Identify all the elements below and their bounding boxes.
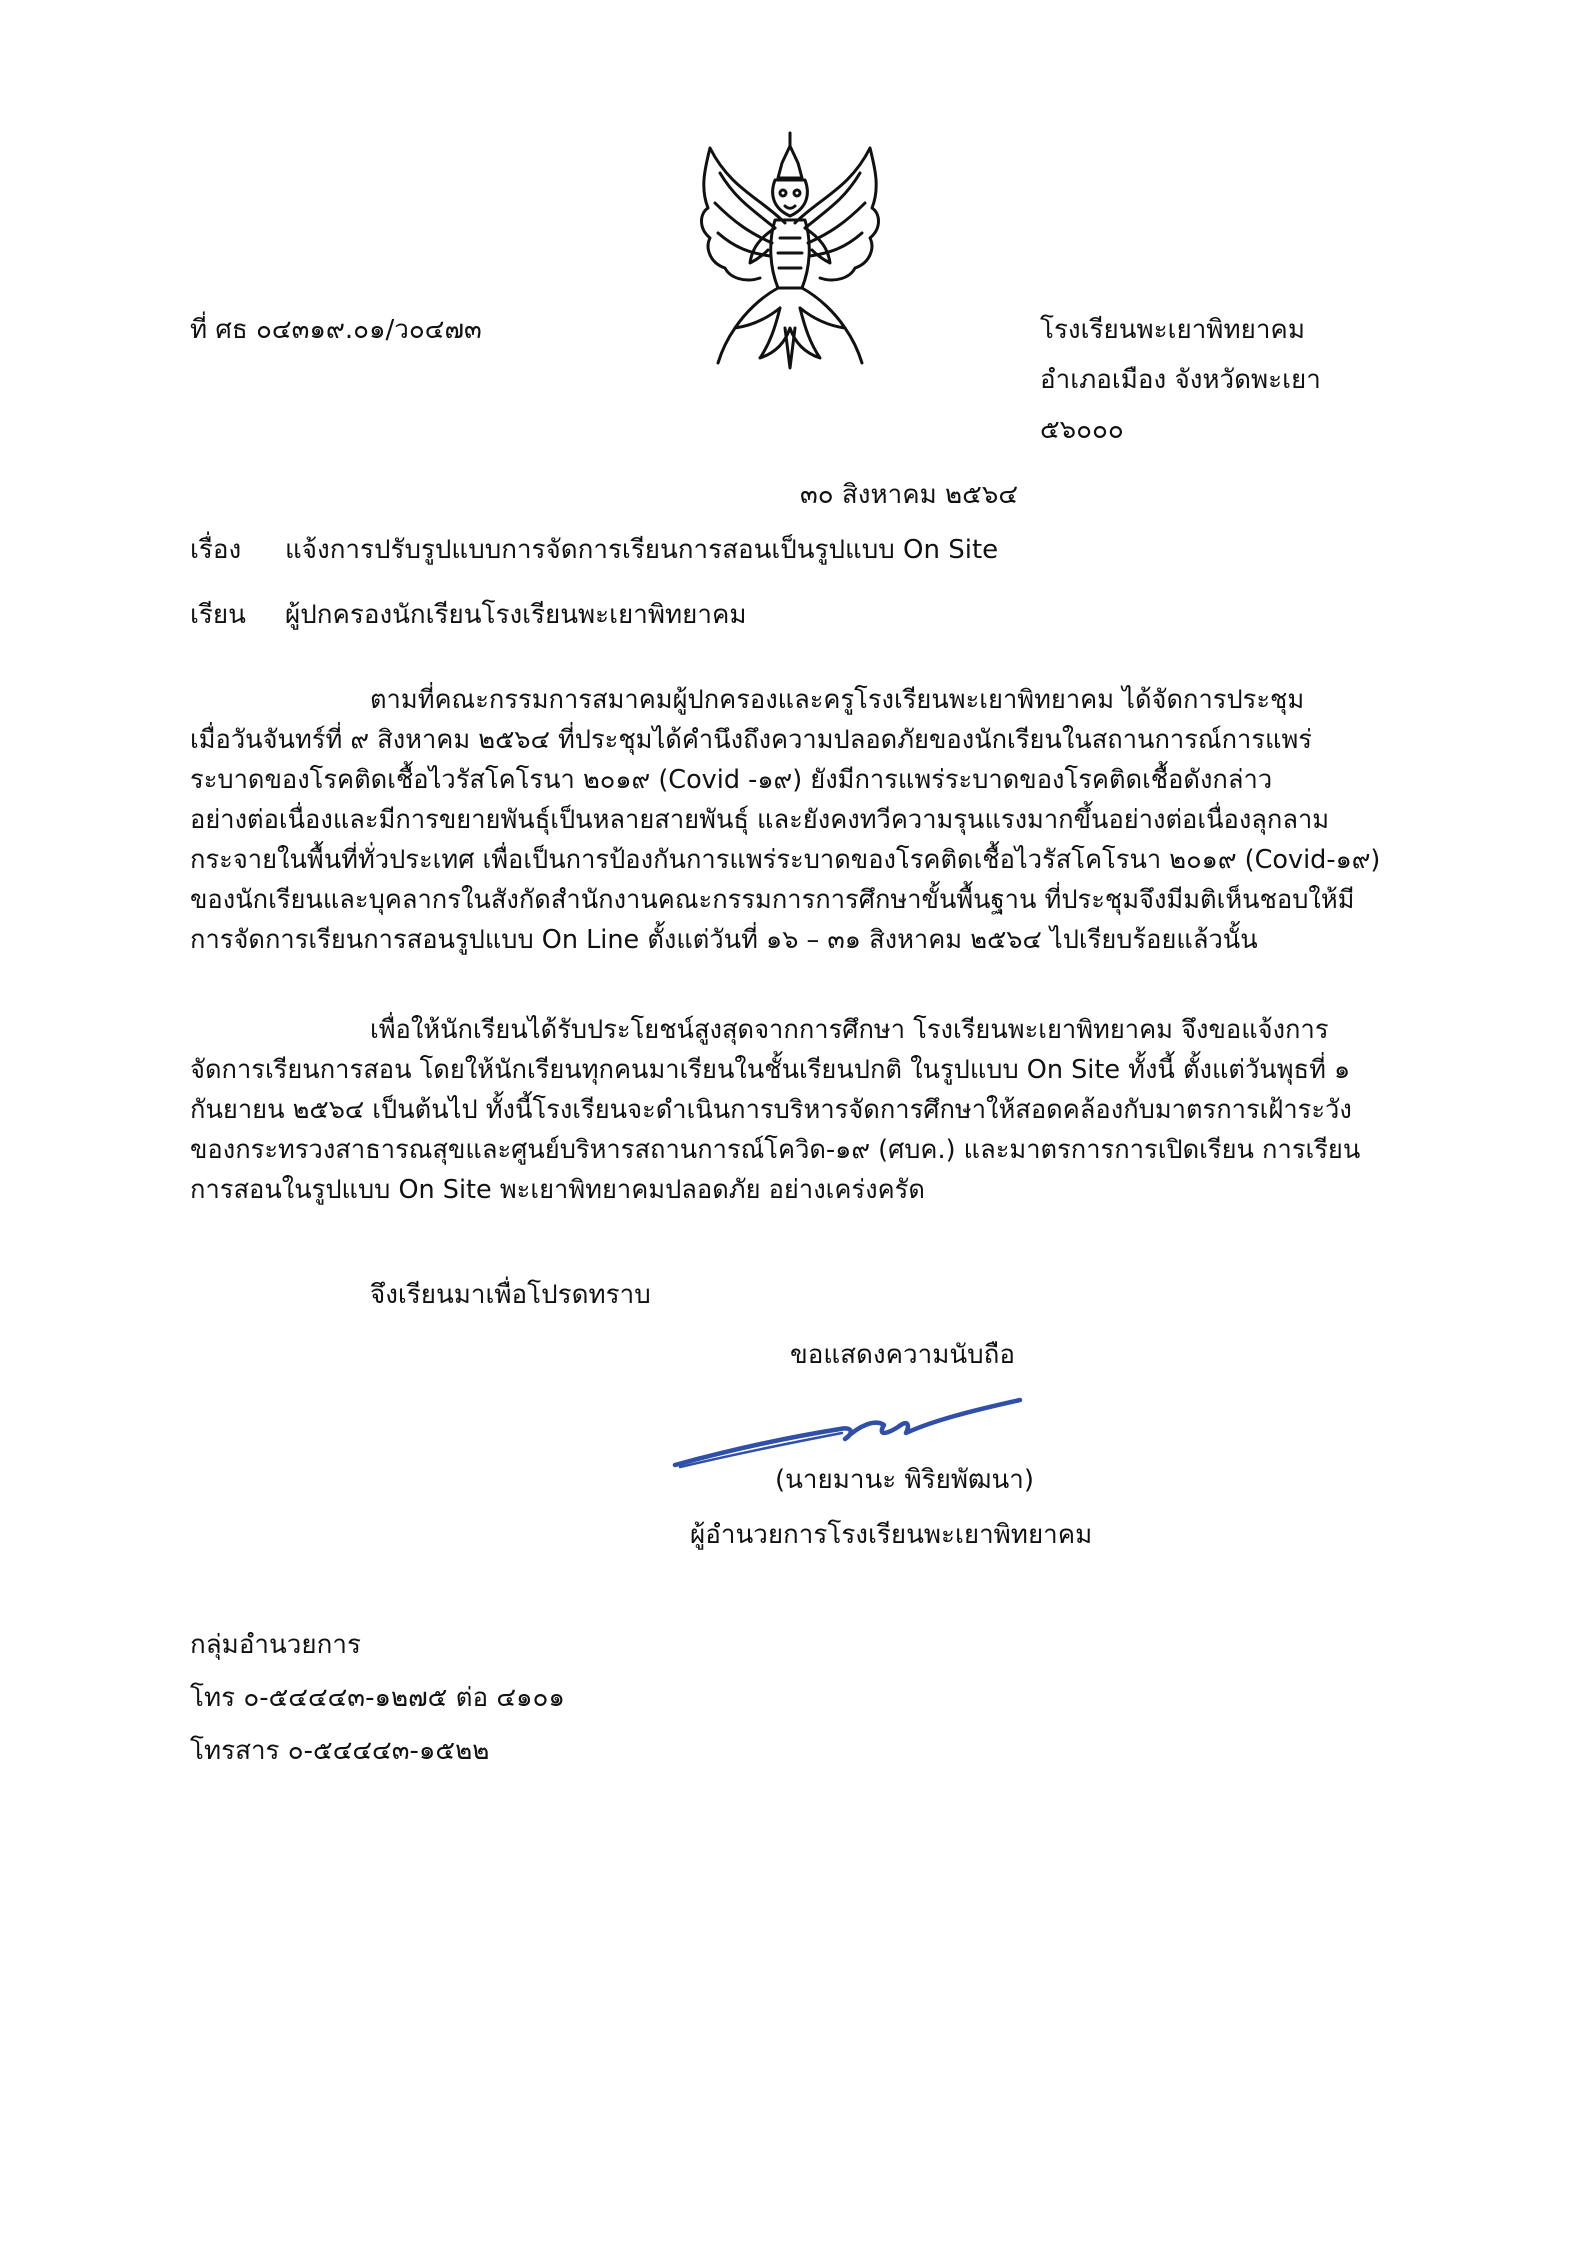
paragraph-line: ของนักเรียนและบุคลากรในสังกัดสำนักงานคณะกรรมการการศึกษาขั้นพื้นฐาน ที่ประชุมจึงมีมติเห็นชอบให้มี bbox=[190, 885, 1355, 915]
paragraph-line: จัดการเรียนการสอน โดยให้นักเรียนทุกคนมาเรียนในชั้นเรียนปกติ ในรูปแบบ On Site ทั้งนี้ ตั้งแต่วันพุธที่ ๑ bbox=[190, 1055, 1351, 1085]
closing-line: จึงเรียนมาเพื่อโปรดทราบ bbox=[370, 1280, 651, 1310]
school-district: อำเภอเมือง จังหวัดพะเยา bbox=[1040, 365, 1321, 395]
recipient-text: ผู้ปกครองนักเรียนโรงเรียนพะเยาพิทยาคม bbox=[285, 600, 747, 630]
paragraph-line: เพื่อให้นักเรียนได้รับประโยชน์สูงสุดจากการศึกษา โรงเรียนพะเยาพิทยาคม จึงขอแจ้งการ bbox=[370, 1015, 1329, 1045]
paragraph-line: ของกระทรวงสาธารณสุขและศูนย์บริหารสถานการณ์โควิด-๑๙ (ศบค.) และมาตรการการเปิดเรียน การเรียน bbox=[190, 1135, 1361, 1165]
subject-text: แจ้งการปรับรูปแบบการจัดการเรียนการสอนเป็นรูปแบบ On Site bbox=[285, 535, 999, 565]
signer-position: ผู้อำนวยการโรงเรียนพะเยาพิทยาคม bbox=[690, 1520, 1093, 1550]
footer-phone: โทร ๐-๕๔๔๔๓-๑๒๗๕ ต่อ ๔๑๐๑ bbox=[190, 1683, 565, 1713]
school-postcode: ๕๖๐๐๐ bbox=[1040, 415, 1124, 445]
body-paragraph-2 bbox=[190, 1010, 1360, 1210]
paragraph-line: การสอนในรูปแบบ On Site พะเยาพิทยาคมปลอดภัย อย่างเคร่งครัด bbox=[190, 1175, 925, 1205]
school-name: โรงเรียนพะเยาพิทยาคม bbox=[1040, 315, 1305, 345]
recipient-label: เรียน bbox=[190, 600, 246, 630]
garuda-emblem-icon bbox=[690, 128, 890, 378]
paragraph-line: เมื่อวันจันทร์ที่ ๙ สิงหาคม ๒๕๖๔ ที่ประชุมได้คำนึงถึงความปลอดภัยของนักเรียนในสถานการณ์การแพร่ bbox=[190, 725, 1312, 755]
letter-date: ๓๐ สิงหาคม ๒๕๖๔ bbox=[800, 480, 1019, 510]
body-paragraph-1 bbox=[190, 680, 1380, 960]
paragraph-line: อย่างต่อเนื่องและมีการขยายพันธุ์เป็นหลายสายพันธุ์ และยังคงทวีความรุนแรงมากขึ้นอย่างต่อเนื่องลุกลาม bbox=[190, 805, 1330, 835]
paragraph-line: กันยายน ๒๕๖๔ เป็นต้นไป ทั้งนี้โรงเรียนจะดำเนินการบริหารจัดการศึกษาให้สอดคล้องกับมาตรการเฝ้าระวัง bbox=[190, 1095, 1352, 1125]
footer-department: กลุ่มอำนวยการ bbox=[190, 1630, 361, 1660]
regards-text: ขอแสดงความนับถือ bbox=[790, 1340, 1015, 1370]
paragraph-line: ระบาดของโรคติดเชื้อไวรัสโคโรนา ๒๐๑๙ (Covid -๑๙) ยังมีการแพร่ระบาดของโรคติดเชื้อดังกล่าว bbox=[190, 765, 1273, 795]
paragraph-line: กระจายในพื้นที่ทั่วประเทศ เพื่อเป็นการป้องกันการแพร่ระบาดของโรคติดเชื้อไวรัสโคโรนา ๒๐๑๙ (Covid-๑๙) bbox=[190, 845, 1381, 875]
paragraph-line: การจัดการเรียนการสอนรูปแบบ On Line ตั้งแต่วันที่ ๑๖ – ๓๑ สิงหาคม ๒๕๖๔ ไปเรียบร้อยแล้วนั้น bbox=[190, 925, 1258, 955]
signer-name: (นายมานะ พิริยพัฒนา) bbox=[775, 1465, 1034, 1495]
reference-number: ที่ ศธ ๐๔๓๑๙.๐๑/ว๐๔๗๓ bbox=[190, 315, 482, 345]
paragraph-line: ตามที่คณะกรรมการสมาคมผู้ปกครองและครูโรงเรียนพะเยาพิทยาคม ได้จัดการประชุม bbox=[370, 685, 1305, 715]
footer-fax: โทรสาร ๐-๕๔๔๔๓-๑๕๒๒ bbox=[190, 1736, 490, 1766]
subject-label: เรื่อง bbox=[190, 535, 242, 565]
